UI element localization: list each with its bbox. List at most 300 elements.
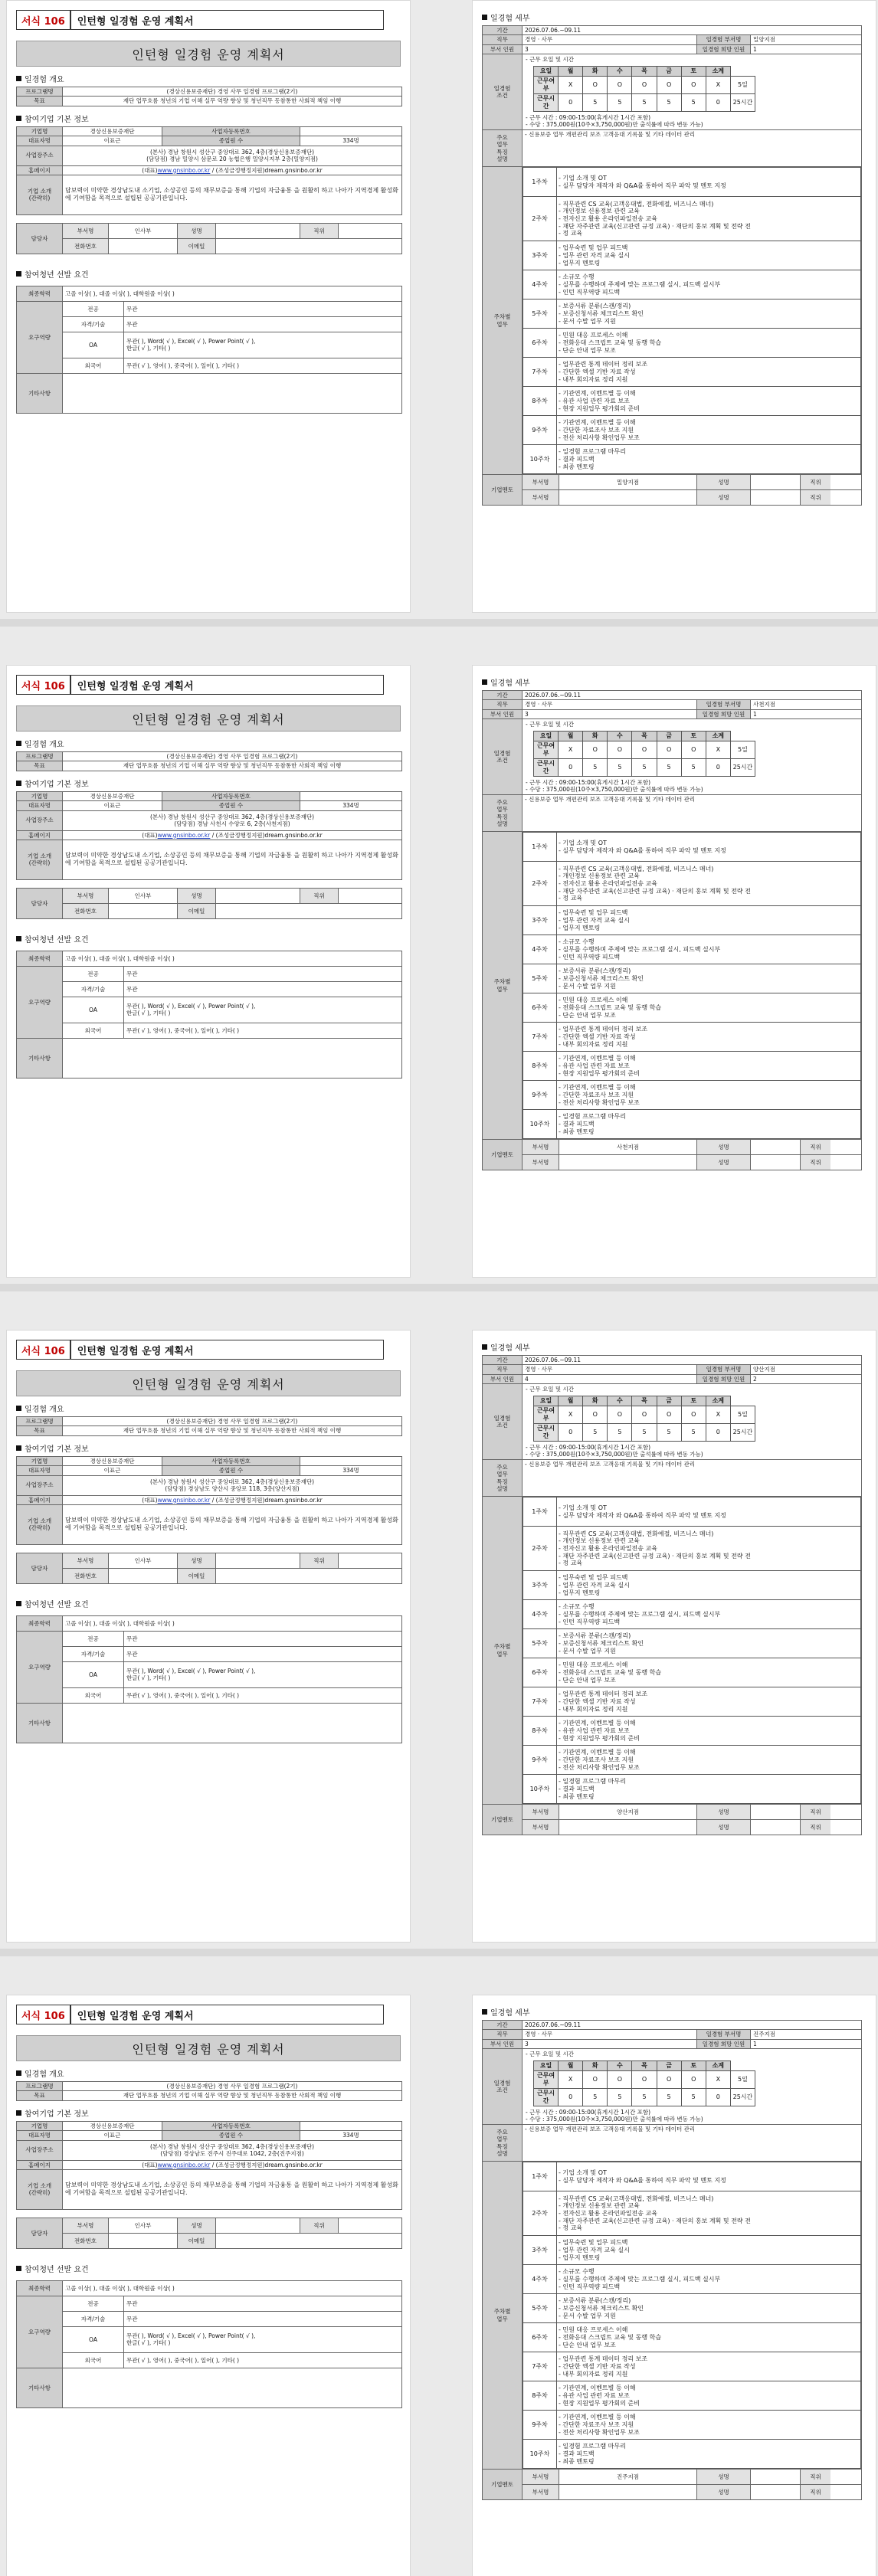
- label-cell: 직위: [800, 475, 830, 489]
- bullet-square-icon: [16, 1601, 21, 1606]
- section-heading: 참여청년 선발 요건: [16, 1598, 401, 1609]
- attend-cell: X: [706, 76, 730, 93]
- week-row: [523, 1629, 861, 1658]
- schedule-header-cell: 소계: [706, 2060, 730, 2070]
- requirement-table: [16, 2280, 402, 2408]
- attend-cell: O: [608, 76, 632, 93]
- manager-dept-value: 인사부: [109, 2218, 178, 2233]
- lang-value: 무관( √ ), 영어( ), 중국어( ), 일어( ), 기타( ): [124, 358, 402, 373]
- bullet-square-icon: [482, 15, 487, 20]
- attend-label: 근무여부: [534, 1406, 559, 1423]
- schedule-header-cell: 소계: [706, 1396, 730, 1406]
- dept-people-value: 4: [523, 1374, 697, 1383]
- label-cell: 직위: [800, 1155, 830, 1170]
- label-cell: 프로그램명: [17, 752, 63, 761]
- label-cell: OA: [63, 1661, 124, 1687]
- etc-value: [63, 2368, 402, 2407]
- week-label: 6주차: [523, 329, 557, 358]
- week-row: [523, 1497, 861, 1527]
- label-cell: 담당자: [17, 888, 63, 918]
- bullet-square-icon: [482, 2009, 487, 2015]
- hours-cell: 5: [632, 2088, 657, 2106]
- label-cell: 주요 업무 특징 설명: [483, 1460, 523, 1497]
- label-cell: 요구역량: [17, 1631, 63, 1703]
- major-value: 무관: [124, 2296, 402, 2311]
- attend-cell: O: [608, 2070, 632, 2088]
- hours-cell: 5: [681, 1423, 706, 1441]
- mentor-dept-cell: [523, 2470, 697, 2485]
- pay-note: - 수당 : 375,000원(10주×3,750,000원)만 출석률에 따라 변동 가능): [526, 785, 703, 793]
- week-duty: - 기관연계, 이벤트별 등 이해 - 유관 사업 관련 자료 보조 - 현장 지원업무 평가회의 준비: [557, 387, 861, 416]
- form-tag: 서식 106: [17, 11, 71, 29]
- week-row: [523, 1571, 861, 1600]
- weekly-table: [523, 1497, 861, 1804]
- week-duty: - 기업 소개 및 OT - 실무 담당자 제작자 와 Q&A를 통하여 직무 파악 및 멘토 지정: [557, 833, 861, 862]
- label-cell: 직위: [300, 1553, 339, 1568]
- bullet-square-icon: [16, 2266, 21, 2271]
- schedule-table: [533, 1396, 755, 1442]
- week-duty: - 직무관련 CS 교육(고객응대법, 전화예절, 비즈니스 매너) - 개인정보 신용정보 관련 교육 - 전자신고 활용 온라인파일전송 교육 - 재단 자주관련 교육(신고관련 규정 교육) · 재단의 홍보 계획 및 전략 전 - 정 교육: [557, 2191, 861, 2236]
- plan-left-page: [6, 1995, 411, 2576]
- purpose-value: 재단 업무흐름 청년의 기업 이해 실무 역량 향상 및 청년직무 동참통한 사회적 책임 이행: [63, 2091, 402, 2100]
- homepage-link[interactable]: www.gnsinbo.or.kr: [157, 831, 211, 839]
- address-value: (본사) 경남 창원시 성산구 중앙대로 362, 4층(경상신용보증재단) (담당점) 경상남도 양산시 중앙로 118, 3층(양산지점): [63, 1475, 402, 1495]
- label-cell: 대표자명: [17, 136, 63, 146]
- week-row: [523, 1775, 861, 1804]
- label-cell: 직위: [300, 223, 339, 238]
- label-cell: 담당자: [17, 223, 63, 254]
- week-label: 1주차: [523, 833, 557, 862]
- label-cell: 직위: [800, 490, 830, 505]
- label-cell: 자격/기술: [63, 316, 124, 332]
- attend-cell: O: [583, 741, 608, 758]
- dept-value: 밀양지점: [751, 35, 862, 44]
- week-row: [523, 270, 861, 299]
- schedule-header-cell: 월: [559, 66, 583, 76]
- week-duty: - 업무관련 통계 데이터 정리 보조 - 간단한 엑셀 기반 자료 작성 - 내부 회의자료 정리 지원: [557, 2352, 861, 2381]
- label-cell: 부서명: [523, 1155, 559, 1170]
- week-label: 7주차: [523, 358, 557, 387]
- weekly-table: [523, 167, 861, 474]
- schedule-header-cell: 월: [559, 1396, 583, 1406]
- form-name: 인턴형 일경험 운영 계획서: [77, 1345, 194, 1357]
- label-cell: 부서 인원: [483, 709, 523, 718]
- attend-cell: O: [681, 1406, 706, 1423]
- label-cell: OA: [63, 2326, 124, 2352]
- mentor-name2-value: [751, 1820, 862, 1835]
- label-cell: 홈페이지: [17, 830, 63, 840]
- label-cell: 이메일: [178, 2233, 216, 2248]
- label-cell: 전공: [63, 966, 124, 981]
- schedule-header-cell: 화: [583, 731, 608, 741]
- label-cell: 전공: [63, 2296, 124, 2311]
- hours-cell: 0: [706, 1423, 730, 1441]
- label-cell: 일경험 조건: [483, 54, 523, 130]
- hours-cell: 25시간: [730, 1423, 755, 1441]
- week-duty: - 기업 소개 및 OT - 실무 담당자 제작자 와 Q&A를 통하여 직무 파악 및 멘토 지정: [557, 1497, 861, 1527]
- week-label: 10주차: [523, 2440, 557, 2469]
- plan-right-page: [472, 665, 876, 1278]
- work-condition-cell: [523, 2049, 862, 2125]
- label-cell: 직위: [300, 888, 339, 903]
- weekly-table: [523, 2162, 861, 2469]
- week-duty: - 업무숙련 및 업무 피드백 - 업무 관련 자격 교육 실시 - 업무지 멘토링: [557, 906, 861, 935]
- hours-label: 근무시간: [534, 758, 559, 776]
- schedule-header-cell: 수: [608, 2060, 632, 2070]
- mentor-name-value: [751, 1140, 862, 1155]
- homepage-value: (대표)www.gnsinbo.or.kr / (조성금정행정지원)dream.gnsinbo.or.kr: [63, 2160, 402, 2169]
- week-duty: - 기관연계, 이벤트별 등 이해 - 간단한 자료조사 보조 지원 - 전산 처리사항 확인업무 보조: [557, 1081, 861, 1110]
- ceo-value: 이표근: [63, 1466, 162, 1475]
- label-cell: 직무: [483, 35, 523, 44]
- mentor-phone-cell: [523, 490, 697, 506]
- hours-time: - 근무 시간 : 09:00-15:00(휴게시간 1시간 포함): [526, 778, 651, 786]
- label-cell: 성명: [178, 888, 216, 903]
- period-value: 2026.07.06.~09.11: [523, 2021, 862, 2030]
- week-label: 8주차: [523, 2381, 557, 2411]
- week-row: [523, 1110, 861, 1139]
- week-row: [523, 168, 861, 197]
- dept-people-value: 3: [523, 44, 697, 54]
- mentor-phone-cell: [523, 2485, 697, 2500]
- week-label: 10주차: [523, 1110, 557, 1139]
- cert-value: 무관: [124, 2311, 402, 2326]
- schedule-header-cell: 수: [608, 1396, 632, 1406]
- hours-cell: 5: [657, 2088, 681, 2106]
- label-cell: 기타사항: [17, 1703, 63, 1743]
- manager-title-value: [339, 223, 402, 238]
- week-row: [523, 2381, 861, 2411]
- week-row: [523, 197, 861, 241]
- employees-value: 334명: [300, 136, 402, 146]
- oa-value: 무관( ), Word( √ ), Excel( √ ), Power Point( √ ), 한글( √ ), 기타( ): [124, 2326, 402, 2352]
- mentor-name2-value: [751, 490, 862, 506]
- label-cell: 기업 소개 (간략히): [17, 1504, 63, 1544]
- plan-left-page: [6, 1330, 411, 1943]
- section-heading: 일경험 개요: [16, 738, 401, 749]
- week-label: 6주차: [523, 993, 557, 1023]
- schedule-header-cell: 토: [681, 731, 706, 741]
- manager-email-value: [216, 2233, 402, 2248]
- hours-cell: 0: [559, 758, 583, 776]
- week-row: [523, 387, 861, 416]
- week-duty: - 소규모 수행 - 실무를 수행하며 주제에 맞는 프로그램 실시, 피드백 실시부 - 인턴 직무역량 피드백: [557, 270, 861, 299]
- label-cell: 직무: [483, 2030, 523, 2039]
- label-cell: 기간: [483, 26, 523, 35]
- label-cell: 주차별 업무: [483, 1497, 523, 1805]
- ceo-value: 이표근: [63, 2131, 162, 2140]
- hours-cell: 5: [632, 758, 657, 776]
- label-cell: 담당자: [17, 1553, 63, 1583]
- label-cell: 주요 업무 특징 설명: [483, 130, 523, 167]
- label-cell: OA: [63, 997, 124, 1023]
- requirement-table: [16, 1615, 402, 1743]
- attend-cell: O: [681, 76, 706, 93]
- main-description-value: - 신용보증 업무 개편관리 보조 고객응대 기록물 및 기타 데이터 관리: [523, 795, 862, 832]
- major-value: 무관: [124, 1631, 402, 1646]
- schedule-header-cell: 수: [608, 731, 632, 741]
- program-name-value: (경상신용보증재단) 경영 사무 일경험 프로그램(2기): [63, 752, 402, 761]
- homepage-link[interactable]: www.gnsinbo.or.kr: [157, 1496, 211, 1504]
- label-cell: 담당자: [17, 2218, 63, 2248]
- label-cell: 외국어: [63, 358, 124, 373]
- section-heading: 참여기업 기본 정보: [16, 777, 401, 789]
- manager-name-value: [216, 223, 300, 238]
- hours-cell: 5: [608, 93, 632, 111]
- label-cell: 자격/기술: [63, 1646, 124, 1661]
- section-heading: 참여청년 선발 요건: [16, 268, 401, 280]
- hours-cell: 5: [681, 758, 706, 776]
- label-cell: 성명: [697, 1820, 751, 1835]
- week-row: [523, 1658, 861, 1687]
- label-cell: 전화번호: [63, 2233, 109, 2248]
- label-cell: 전화번호: [63, 238, 109, 254]
- week-duty: - 기관연계, 이벤트별 등 이해 - 유관 사업 관련 자료 보조 - 현장 지원업무 평가회의 준비: [557, 2381, 861, 2411]
- week-row: [523, 2236, 861, 2265]
- manager-table: [16, 2218, 402, 2249]
- schedule-header-cell: 화: [583, 1396, 608, 1406]
- label-cell: 성명: [697, 2470, 751, 2485]
- schedule-header-cell: 금: [657, 66, 681, 76]
- week-label: 9주차: [523, 1746, 557, 1775]
- week-row: [523, 2162, 861, 2191]
- mentor-dept-value: 양산지점: [617, 1808, 639, 1816]
- label-cell: 요구역량: [17, 966, 63, 1038]
- attend-cell: X: [559, 76, 583, 93]
- manager-table: [16, 223, 402, 254]
- overview-table: [16, 1416, 402, 1436]
- label-cell: 기업명: [17, 126, 63, 136]
- lang-value: 무관( √ ), 영어( ), 중국어( ), 일어( ), 기타( ): [124, 2352, 402, 2368]
- week-duty: - 보증서류 분류(스캔/정리) - 보증신청서류 체크리스트 확인 - 문서 수발 업무 지원: [557, 299, 861, 329]
- plan-right-page: [472, 1330, 876, 1943]
- week-label: 4주차: [523, 1600, 557, 1629]
- label-cell: 부서명: [63, 223, 109, 238]
- detail-table: [482, 690, 862, 1170]
- label-cell: 기업 소개 (간략히): [17, 840, 63, 879]
- week-label: 7주차: [523, 1687, 557, 1717]
- hours-cell: 5: [608, 2088, 632, 2106]
- label-cell: 일경험 조건: [483, 1384, 523, 1460]
- week-duty: - 소규모 수행 - 실무를 수행하며 주제에 맞는 프로그램 실시, 피드백 실시부 - 인턴 직무역량 피드백: [557, 1600, 861, 1629]
- hours-cell: 0: [559, 1423, 583, 1441]
- week-row: [523, 1717, 861, 1746]
- intro-value: 담보력이 미약한 경상남도내 소기업, 소상공인 등의 채무보증을 통해 기업의 자금융통 을 원활히 하고 나아가 지역경제 활성화에 기여함을 목적으로 설립된 공공기관입니다.: [63, 1504, 402, 1544]
- label-cell: 기업멘토: [483, 475, 523, 506]
- plan-left-page: [6, 665, 411, 1278]
- label-cell: 일경험 희망 인원: [697, 709, 751, 718]
- week-row: [523, 2323, 861, 2352]
- bullet-square-icon: [16, 116, 21, 121]
- purpose-value: 재단 업무흐름 청년의 기업 이해 실무 역량 향상 및 청년직무 동참통한 사회적 책임 이행: [63, 1426, 402, 1435]
- manager-title-value: [339, 2218, 402, 2233]
- label-cell: 일경험 조건: [483, 2049, 523, 2125]
- period-value: 2026.07.06.~09.11: [523, 26, 862, 35]
- label-cell: 사업자등록번호: [162, 1456, 300, 1465]
- purpose-value: 재단 업무흐름 청년의 기업 이해 실무 역량 향상 및 청년직무 동참통한 사회적 책임 이행: [63, 761, 402, 771]
- hours-cell: 5: [608, 1423, 632, 1441]
- label-cell: 홈페이지: [17, 2160, 63, 2169]
- week-duty: - 업무관련 통계 데이터 정리 보조 - 간단한 엑셀 기반 자료 작성 - 내부 회의자료 정리 지원: [557, 1687, 861, 1717]
- week-label: 5주차: [523, 2294, 557, 2323]
- section-heading: 일경험 개요: [16, 2067, 401, 2079]
- attend-cell: O: [583, 76, 608, 93]
- label-cell: 주요 업무 특징 설명: [483, 795, 523, 832]
- week-row: [523, 299, 861, 329]
- section-heading: 일경험 개요: [16, 1403, 401, 1414]
- label-cell: 주차별 업무: [483, 832, 523, 1140]
- week-row: [523, 2352, 861, 2381]
- label-cell: 직무: [483, 1365, 523, 1374]
- section-heading: 참여청년 선발 요건: [16, 933, 401, 944]
- week-label: 3주차: [523, 2236, 557, 2265]
- schedule-table: [533, 2060, 755, 2106]
- week-row: [523, 1746, 861, 1775]
- label-cell: 부서명: [523, 1820, 559, 1835]
- plan-right-page: [472, 1995, 876, 2576]
- mentor-dept-value: 진주지점: [617, 2473, 639, 2481]
- dept-people-value: 3: [523, 2039, 697, 2048]
- manager-phone-value: [109, 903, 178, 918]
- hours-time: - 근무 시간 : 09:00-15:00(휴게시간 1시간 포함): [526, 1443, 651, 1451]
- manager-phone-value: [109, 238, 178, 254]
- schedule-header-cell: 소계: [706, 731, 730, 741]
- label-cell: 부서명: [63, 2218, 109, 2233]
- company-table: [16, 791, 402, 880]
- week-duty: - 기관연계, 이벤트별 등 이해 - 유관 사업 관련 자료 보조 - 현장 지원업무 평가회의 준비: [557, 1052, 861, 1081]
- week-row: [523, 445, 861, 474]
- hours-cell: 0: [706, 758, 730, 776]
- label-cell: 기업 소개 (간략히): [17, 175, 63, 214]
- label-cell: 목표: [17, 97, 63, 106]
- label-cell: 전공: [63, 1631, 124, 1646]
- label-cell: 종업원 수: [162, 801, 300, 810]
- mentor-name-value: [751, 1805, 862, 1820]
- homepage-link[interactable]: www.gnsinbo.or.kr: [157, 166, 211, 174]
- week-duty: - 보증서류 분류(스캔/정리) - 보증신청서류 체크리스트 확인 - 문서 수발 업무 지원: [557, 2294, 861, 2323]
- attend-cell: O: [632, 2070, 657, 2088]
- week-duty: - 업무숙련 및 업무 피드백 - 업무 관련 자격 교육 실시 - 업무지 멘토링: [557, 2236, 861, 2265]
- attend-cell: O: [632, 741, 657, 758]
- label-cell: 사업자등록번호: [162, 2121, 300, 2130]
- week-row: [523, 2294, 861, 2323]
- week-duty: - 일경험 프로그램 마무리 - 결과 피드백 - 최종 멘토링: [557, 1110, 861, 1139]
- pay-note: - 수당 : 375,000원(10주×3,750,000원)만 출석률에 따라 변동 가능): [526, 1450, 703, 1458]
- label-cell: 부서명: [523, 1805, 559, 1819]
- program-name-value: (경상신용보증재단) 경영 사무 일경험 프로그램(2기): [63, 87, 402, 97]
- label-cell: 일경험 조건: [483, 719, 523, 795]
- attend-cell: O: [657, 1406, 681, 1423]
- mentor-name-value: [751, 2470, 862, 2485]
- schedule-table: [533, 731, 755, 777]
- homepage-link[interactable]: www.gnsinbo.or.kr: [157, 2161, 211, 2168]
- plan-left-page: [6, 0, 411, 613]
- attend-cell: O: [681, 2070, 706, 2088]
- manager-title-value: [339, 1553, 402, 1568]
- week-row: [523, 2265, 861, 2294]
- bullet-square-icon: [482, 679, 487, 685]
- label-cell: 직위: [800, 1140, 830, 1154]
- week-label: 3주차: [523, 1571, 557, 1600]
- week-duty: - 소규모 수행 - 실무를 수행하며 주제에 맞는 프로그램 실시, 피드백 실시부 - 인턴 직무역량 피드백: [557, 935, 861, 964]
- week-duty: - 직무관련 CS 교육(고객응대법, 전화예절, 비즈니스 매너) - 개인정보 신용정보 관련 교육 - 전자신고 활용 온라인파일전송 교육 - 재단 자주관련 교육(신고관련 규정 교육) · 재단의 홍보 계획 및 전략 전 - 정 교육: [557, 1527, 861, 1571]
- manager-phone-value: [109, 2233, 178, 2248]
- week-duty: - 민원 대응 프로세스 이해 - 전화응대 스크립트 교육 및 동행 학습 - 단순 안내 업무 보조: [557, 329, 861, 358]
- section-heading: 참여청년 선발 요건: [16, 2263, 401, 2274]
- attend-cell: X: [559, 1406, 583, 1423]
- form-name: 인턴형 일경험 운영 계획서: [77, 15, 194, 28]
- week-row: [523, 1600, 861, 1629]
- schedule-header-cell: 월: [559, 731, 583, 741]
- label-cell: 부서명: [523, 2470, 559, 2484]
- week-row: [523, 2411, 861, 2440]
- hours-note: - 근무 요일 및 시간: [526, 56, 574, 64]
- week-label: 4주차: [523, 270, 557, 299]
- week-row: [523, 862, 861, 906]
- week-row: [523, 1687, 861, 1717]
- attend-label: 근무여부: [534, 741, 559, 758]
- hours-cell: 5: [632, 93, 657, 111]
- label-cell: 부서명: [63, 888, 109, 903]
- label-cell: 성명: [697, 1805, 751, 1820]
- hours-note: - 근무 요일 및 시간: [526, 2051, 574, 2058]
- week-row: [523, 416, 861, 445]
- label-cell: 대표자명: [17, 2131, 63, 2140]
- week-duty: - 민원 대응 프로세스 이해 - 전화응대 스크립트 교육 및 동행 학습 - 단순 안내 업무 보조: [557, 2323, 861, 2352]
- bullet-square-icon: [16, 936, 21, 941]
- company-table: [16, 126, 402, 215]
- label-cell: 성명: [178, 2218, 216, 2233]
- attend-cell: O: [657, 76, 681, 93]
- label-cell: 직위: [800, 2470, 830, 2484]
- schedule-header-cell: 화: [583, 2060, 608, 2070]
- label-cell: 기타사항: [17, 1038, 63, 1078]
- label-cell: 기업멘토: [483, 2470, 523, 2500]
- section-heading: 일경험 세부: [482, 1341, 867, 1353]
- week-duty: - 보증서류 분류(스캔/정리) - 보증신청서류 체크리스트 확인 - 문서 수발 업무 지원: [557, 964, 861, 993]
- schedule-header-cell: 금: [657, 731, 681, 741]
- etc-value: [63, 373, 402, 413]
- week-row: [523, 2191, 861, 2236]
- label-cell: 종업원 수: [162, 1466, 300, 1475]
- employees-value: 334명: [300, 801, 402, 810]
- label-cell: 목표: [17, 761, 63, 771]
- schedule-header-cell: 요일: [534, 1396, 559, 1406]
- schedule-header-cell: 금: [657, 2060, 681, 2070]
- overview-table: [16, 2081, 402, 2101]
- label-cell: 사업장주소: [17, 810, 63, 830]
- label-cell: 성명: [178, 1553, 216, 1568]
- form-name: 인턴형 일경험 운영 계획서: [77, 2010, 194, 2022]
- week-row: [523, 1527, 861, 1571]
- company-name-value: 경상신용보증재단: [63, 791, 162, 800]
- label-cell: 요구역량: [17, 2296, 63, 2368]
- attend-cell: X: [706, 1406, 730, 1423]
- label-cell: 외국어: [63, 1687, 124, 1703]
- week-row: [523, 964, 861, 993]
- label-cell: 주차별 업무: [483, 2162, 523, 2470]
- mentor-dept-value: 사천지점: [617, 1144, 639, 1151]
- label-cell: 부서명: [63, 1553, 109, 1568]
- hours-cell: 0: [559, 2088, 583, 2106]
- schedule-header-cell: 요일: [534, 2060, 559, 2070]
- week-row: [523, 1052, 861, 1081]
- cert-value: 무관: [124, 316, 402, 332]
- manager-table: [16, 888, 402, 919]
- label-cell: OA: [63, 332, 124, 358]
- label-cell: 직위: [800, 1805, 830, 1819]
- attend-cell: O: [608, 1406, 632, 1423]
